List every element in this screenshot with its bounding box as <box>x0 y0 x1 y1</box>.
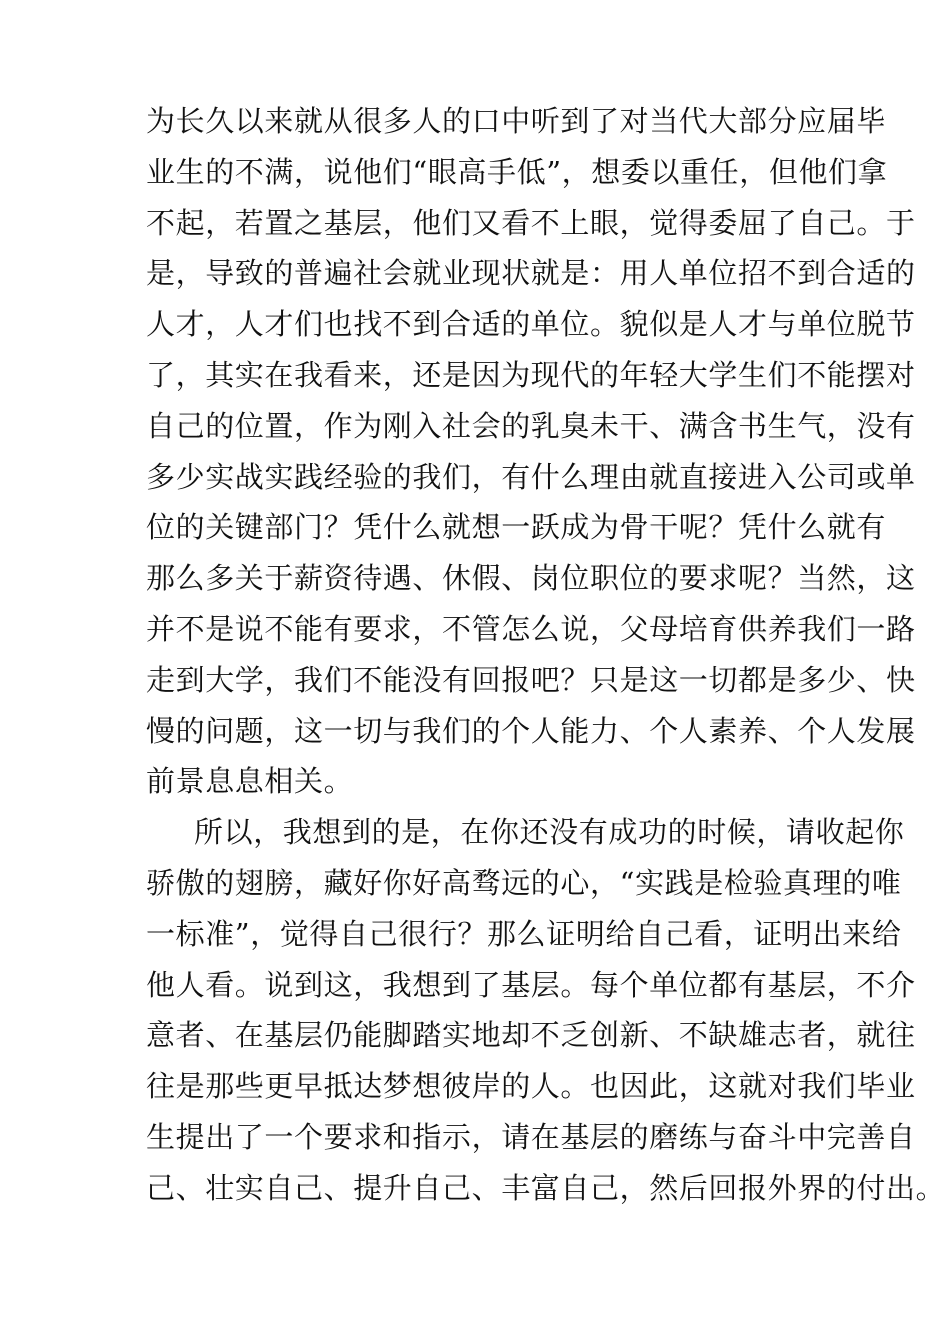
text-line: 人才，人才们也找不到合适的单位。貌似是人才与单位脱节 <box>146 307 916 342</box>
text-line: 了，其实在我看来，还是因为现代的年轻大学生们不能摆对 <box>146 357 916 392</box>
text-line: 自己的位置，作为刚入社会的乳臭未干、满含书生气，没有 <box>146 408 916 443</box>
text-line: 一标准”，觉得自己很行？那么证明给自己看，证明出来给 <box>146 916 902 951</box>
text-line: 位的关键部门？凭什么就想一跃成为骨干呢？凭什么就有 <box>146 510 887 545</box>
text-line: 那么多关于薪资待遇、休假、岗位职位的要求呢？当然，这 <box>146 561 916 596</box>
text-line: 己、壮实自己、提升自己、丰富自己，然后回报外界的付出。 <box>146 1170 946 1205</box>
text-line: 不起，若置之基层，他们又看不上眼，觉得委屈了自己。于 <box>146 205 916 240</box>
body-text <box>146 96 946 1214</box>
paragraph-first-line: 所以，我想到的是，在你还没有成功的时候，请收起你 <box>194 815 905 850</box>
text-line: 走到大学，我们不能没有回报吧？只是这一切都是多少、快 <box>146 662 916 697</box>
text-line: 意者、在基层仍能脚踏实地却不乏创新、不缺雄志者，就往 <box>146 1018 916 1053</box>
text-line: 业生的不满，说他们“眼高手低”，想委以重任，但他们拿 <box>146 154 888 189</box>
text-line: 多少实战实践经验的我们，有什么理由就直接进入公司或单 <box>146 459 916 494</box>
text-line: 为长久以来就从很多人的口中听到了对当代大部分应届毕 <box>146 104 887 138</box>
text-line: 前景息息相关。 <box>146 764 354 799</box>
text-line: 慢的问题，这一切与我们的个人能力、个人素养、个人发展 <box>146 713 916 748</box>
text-line: 他人看。说到这，我想到了基层。每个单位都有基层，不介 <box>146 967 916 1002</box>
text-line: 往是那些更早抵达梦想彼岸的人。也因此，这就对我们毕业 <box>146 1069 916 1104</box>
text-line: 生提出了一个要求和指示，请在基层的磨练与奋斗中完善自 <box>146 1119 916 1154</box>
text-line: 是，导致的普遍社会就业现状就是：用人单位招不到合适的 <box>146 256 916 291</box>
text-line: 骄傲的翅膀，藏好你好高骛远的心，“实践是检验真理的唯 <box>146 865 902 900</box>
text-line: 并不是说不能有要求，不管怎么说，父母培育供养我们一路 <box>146 611 916 646</box>
